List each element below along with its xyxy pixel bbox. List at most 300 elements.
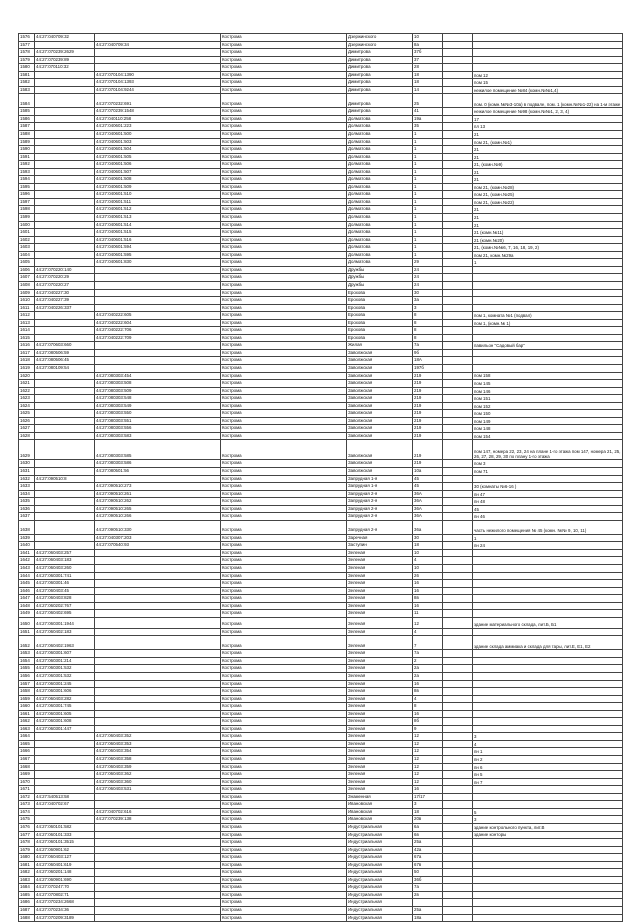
- room-cadastral-number-cell: 44:27:040222:709: [95, 334, 221, 342]
- room-cadastral-number-cell: [95, 56, 221, 64]
- house-number-cell: 16: [413, 587, 443, 595]
- note-cell: пн 1: [473, 748, 623, 756]
- city-cell: Кострома: [221, 183, 347, 191]
- note-cell: пом 146: [473, 387, 623, 395]
- street-cell: Долматова: [347, 259, 413, 267]
- city-cell: Кострома: [221, 41, 347, 49]
- table-row: [19, 831, 623, 839]
- street-cell: Заволжская: [347, 349, 413, 357]
- row-number-cell: 1589: [19, 138, 35, 146]
- house-number-cell: 50: [413, 869, 443, 877]
- row-number-cell: 1612: [19, 312, 35, 320]
- table-row: [19, 387, 623, 395]
- cadastral-number-cell: [35, 183, 95, 191]
- street-cell: Запрудная 2-я: [347, 513, 413, 521]
- room-cadastral-number-cell: 44:27:060403:352: [95, 733, 221, 741]
- city-cell: Кострома: [221, 475, 347, 483]
- cadastral-number-cell: 44:27:070220:140: [35, 266, 95, 274]
- row-number-cell: 1608: [19, 281, 35, 289]
- house-number-cell: 8в: [413, 688, 443, 696]
- blank-cell: [443, 498, 473, 506]
- cadastral-number-cell: [35, 327, 95, 335]
- row-number-cell: 1601: [19, 229, 35, 237]
- note-cell: [473, 725, 623, 733]
- table-row: [19, 861, 623, 869]
- row-number-cell: 1663: [19, 725, 35, 733]
- room-cadastral-number-cell: [95, 475, 221, 483]
- table-row: [19, 703, 623, 711]
- table-row: [19, 587, 623, 595]
- row-number-cell: 1583: [19, 86, 35, 94]
- cadastral-number-cell: [35, 467, 95, 475]
- row-number-cell: 1677: [19, 831, 35, 839]
- house-number-cell: 219: [413, 395, 443, 403]
- city-cell: Кострома: [221, 319, 347, 327]
- table-row: [19, 229, 623, 237]
- room-cadastral-number-cell: [95, 602, 221, 610]
- street-cell: Зеленая: [347, 617, 413, 628]
- blank-cell: [443, 587, 473, 595]
- room-cadastral-number-cell: [95, 823, 221, 831]
- table-row: [19, 565, 623, 573]
- cadastral-number-cell: [35, 748, 95, 756]
- city-cell: Кострома: [221, 854, 347, 862]
- house-number-cell: 10: [413, 565, 443, 573]
- row-number-cell: 1641: [19, 549, 35, 557]
- blank-cell: [443, 490, 473, 498]
- table-row: [19, 425, 623, 433]
- blank-cell: [443, 657, 473, 665]
- note-cell: здание склада аммиака и склада для тары, лит.Е, Е1, Е2: [473, 636, 623, 650]
- blank-cell: [443, 395, 473, 403]
- room-cadastral-number-cell: [95, 289, 221, 297]
- table-row: [19, 138, 623, 146]
- house-number-cell: 219: [413, 380, 443, 388]
- note-cell: 5: [473, 808, 623, 816]
- blank-cell: [443, 602, 473, 610]
- room-cadastral-number-cell: 44:27:040601:507: [95, 168, 221, 176]
- city-cell: Кострома: [221, 914, 347, 922]
- row-number-cell: 1615: [19, 334, 35, 342]
- blank-cell: [443, 297, 473, 305]
- room-cadastral-number-cell: [95, 703, 221, 711]
- blank-cell: [443, 319, 473, 327]
- table-row: [19, 786, 623, 794]
- blank-cell: [443, 891, 473, 899]
- street-cell: Ивановская: [347, 816, 413, 824]
- room-cadastral-number-cell: [95, 665, 221, 673]
- street-cell: Заволжская: [347, 467, 413, 475]
- city-cell: Кострома: [221, 557, 347, 565]
- cadastral-number-cell: [35, 380, 95, 388]
- row-number-cell: 1621: [19, 380, 35, 388]
- cadastral-number-cell: 44:27:070239:2629: [35, 49, 95, 57]
- cadastral-number-cell: [35, 534, 95, 542]
- note-cell: [473, 628, 623, 636]
- row-number-cell: 1681: [19, 861, 35, 869]
- house-number-cell: 1: [413, 138, 443, 146]
- room-cadastral-number-cell: 44:27:040601:500: [95, 131, 221, 139]
- cadastral-number-cell: [35, 206, 95, 214]
- house-number-cell: 2в: [413, 891, 443, 899]
- table-row: [19, 304, 623, 312]
- note-cell: 21: [473, 214, 623, 222]
- blank-cell: [443, 115, 473, 123]
- blank-cell: [443, 440, 473, 460]
- cadastral-number-cell: [35, 771, 95, 779]
- room-cadastral-number-cell: [95, 899, 221, 907]
- cadastral-number-cell: [35, 94, 95, 108]
- row-number-cell: 1651: [19, 628, 35, 636]
- room-cadastral-number-cell: [95, 884, 221, 892]
- room-cadastral-number-cell: [95, 610, 221, 618]
- cadastral-number-cell: 44:27:040702:67: [35, 801, 95, 809]
- cadastral-number-cell: 44:27:060101:3515: [35, 839, 95, 847]
- room-cadastral-number-cell: 44:27:040601:510: [95, 191, 221, 199]
- street-cell: Запрудная 2-я: [347, 520, 413, 534]
- house-number-cell: 219: [413, 417, 443, 425]
- house-number-cell: 19а: [413, 115, 443, 123]
- note-cell: [473, 610, 623, 618]
- note-cell: [473, 557, 623, 565]
- blank-cell: [443, 628, 473, 636]
- room-cadastral-number-cell: 44:27:080303:585: [95, 440, 221, 460]
- city-cell: Кострома: [221, 64, 347, 72]
- city-cell: Кострома: [221, 733, 347, 741]
- row-number-cell: 1578: [19, 49, 35, 57]
- row-number-cell: 1673: [19, 801, 35, 809]
- note-cell: [473, 297, 623, 305]
- house-number-cell: 18: [413, 542, 443, 550]
- blank-cell: [443, 816, 473, 824]
- city-cell: Кострома: [221, 281, 347, 289]
- house-number-cell: 12: [413, 756, 443, 764]
- note-cell: [473, 854, 623, 862]
- room-cadastral-number-cell: 44:27:060403:359: [95, 763, 221, 771]
- city-cell: Кострома: [221, 79, 347, 87]
- note-cell: [473, 602, 623, 610]
- table-row: [19, 274, 623, 282]
- table-row: [19, 131, 623, 139]
- table-row: [19, 808, 623, 816]
- street-cell: Заволжская: [347, 432, 413, 440]
- cadastral-number-cell: [35, 432, 95, 440]
- house-number-cell: 30: [413, 534, 443, 542]
- blank-cell: [443, 801, 473, 809]
- street-cell: Зеленая: [347, 636, 413, 650]
- house-number-cell: 8в: [413, 595, 443, 603]
- table-row: [19, 266, 623, 274]
- house-number-cell: 16: [413, 680, 443, 688]
- room-cadastral-number-cell: 44:27:080303:583: [95, 432, 221, 440]
- house-number-cell: 3: [413, 304, 443, 312]
- blank-cell: [443, 636, 473, 650]
- street-cell: Ерохова: [347, 334, 413, 342]
- table-row: [19, 183, 623, 191]
- row-number-cell: 1579: [19, 56, 35, 64]
- note-cell: [473, 41, 623, 49]
- cadastral-number-cell: [35, 756, 95, 764]
- table-row: [19, 695, 623, 703]
- street-cell: Индустриальная: [347, 839, 413, 847]
- room-cadastral-number-cell: 44:27:080303:550: [95, 410, 221, 418]
- note-cell: [473, 572, 623, 580]
- cadastral-number-cell: [35, 387, 95, 395]
- room-cadastral-number-cell: [95, 349, 221, 357]
- note-cell: пн 46: [473, 513, 623, 521]
- room-cadastral-number-cell: [95, 297, 221, 305]
- note-cell: 4: [473, 740, 623, 748]
- street-cell: Зеленая: [347, 733, 413, 741]
- street-cell: Запрудная 2-я: [347, 505, 413, 513]
- note-cell: [473, 861, 623, 869]
- city-cell: Кострома: [221, 617, 347, 628]
- blank-cell: [443, 281, 473, 289]
- cadastral-number-cell: [35, 395, 95, 403]
- city-cell: Кострома: [221, 214, 347, 222]
- blank-cell: [443, 41, 473, 49]
- room-cadastral-number-cell: [95, 549, 221, 557]
- cadastral-number-cell: 44:27:080109:54: [35, 364, 95, 372]
- blank-cell: [443, 304, 473, 312]
- note-cell: здание материального склада, лит.Б, Б1: [473, 617, 623, 628]
- street-cell: Долматова: [347, 191, 413, 199]
- room-cadastral-number-cell: [95, 587, 221, 595]
- row-number-cell: 1645: [19, 580, 35, 588]
- cadastral-number-cell: [35, 168, 95, 176]
- blank-cell: [443, 831, 473, 839]
- house-number-cell: 20в: [413, 816, 443, 824]
- cadastral-number-cell: [35, 733, 95, 741]
- city-cell: Кострома: [221, 786, 347, 794]
- city-cell: Кострома: [221, 94, 347, 108]
- blank-cell: [443, 748, 473, 756]
- note-cell: [473, 801, 623, 809]
- city-cell: Кострома: [221, 251, 347, 259]
- note-cell: [473, 595, 623, 603]
- table-row: [19, 259, 623, 267]
- note-cell: [473, 884, 623, 892]
- house-number-cell: 7а: [413, 884, 443, 892]
- street-cell: Индустриальная: [347, 846, 413, 854]
- row-number-cell: 1678: [19, 839, 35, 847]
- city-cell: Кострома: [221, 650, 347, 658]
- street-cell: Заволжская: [347, 372, 413, 380]
- room-cadastral-number-cell: 44:27:040307:203: [95, 534, 221, 542]
- city-cell: Кострома: [221, 266, 347, 274]
- blank-cell: [443, 763, 473, 771]
- house-number-cell: 219: [413, 410, 443, 418]
- cadastral-number-cell: 44:27:060901:690: [35, 876, 95, 884]
- house-number-cell: 12: [413, 740, 443, 748]
- property-table: [18, 33, 623, 922]
- note-cell: [473, 34, 623, 42]
- note-cell: пом 158: [473, 372, 623, 380]
- row-number-cell: 1635: [19, 498, 35, 506]
- street-cell: Зеленая: [347, 786, 413, 794]
- street-cell: Долматова: [347, 244, 413, 252]
- street-cell: Долматова: [347, 183, 413, 191]
- house-number-cell: 8: [413, 327, 443, 335]
- blank-cell: [443, 771, 473, 779]
- note-cell: пн 2: [473, 756, 623, 764]
- row-number-cell: 1671: [19, 786, 35, 794]
- cadastral-number-cell: 44:27:070220:27: [35, 281, 95, 289]
- house-number-cell: 18: [413, 71, 443, 79]
- row-number-cell: 1599: [19, 214, 35, 222]
- note-cell: [473, 334, 623, 342]
- note-cell: пом 21, (комн.№28): [473, 183, 623, 191]
- house-number-cell: 30: [413, 289, 443, 297]
- table-row: [19, 657, 623, 665]
- room-cadastral-number-cell: [95, 793, 221, 801]
- blank-cell: [443, 34, 473, 42]
- row-number-cell: 1626: [19, 417, 35, 425]
- blank-cell: [443, 688, 473, 696]
- city-cell: Кострома: [221, 498, 347, 506]
- room-cadastral-number-cell: [95, 914, 221, 922]
- blank-cell: [443, 289, 473, 297]
- blank-cell: [443, 513, 473, 521]
- street-cell: Ерохова: [347, 319, 413, 327]
- room-cadastral-number-cell: [95, 854, 221, 862]
- blank-cell: [443, 146, 473, 154]
- blank-cell: [443, 778, 473, 786]
- street-cell: Заволжская: [347, 387, 413, 395]
- street-cell: Долматова: [347, 251, 413, 259]
- room-cadastral-number-cell: [95, 718, 221, 726]
- room-cadastral-number-cell: 44:27:080303:549: [95, 402, 221, 410]
- note-cell: пн 7: [473, 778, 623, 786]
- city-cell: Кострома: [221, 725, 347, 733]
- city-cell: Кострома: [221, 839, 347, 847]
- street-cell: Запрудная 2-я: [347, 498, 413, 506]
- note-cell: [473, 914, 623, 922]
- row-number-cell: 1652: [19, 636, 35, 650]
- blank-cell: [443, 475, 473, 483]
- room-cadastral-number-cell: [95, 801, 221, 809]
- table-row: [19, 710, 623, 718]
- row-number-cell: 1591: [19, 153, 35, 161]
- city-cell: Кострома: [221, 34, 347, 42]
- cadastral-number-cell: 44:27:040226:337: [35, 304, 95, 312]
- table-row: [19, 146, 623, 154]
- blank-cell: [443, 342, 473, 350]
- city-cell: Кострома: [221, 565, 347, 573]
- room-cadastral-number-cell: 44:27:060403:360: [95, 778, 221, 786]
- table-row: [19, 665, 623, 673]
- table-row: [19, 71, 623, 79]
- house-number-cell: 2а: [413, 673, 443, 681]
- blank-cell: [443, 595, 473, 603]
- house-number-cell: 25: [413, 94, 443, 108]
- city-cell: Кострома: [221, 123, 347, 131]
- house-number-cell: 3: [413, 801, 443, 809]
- note-cell: [473, 549, 623, 557]
- row-number-cell: 1600: [19, 221, 35, 229]
- note-cell: [473, 364, 623, 372]
- room-cadastral-number-cell: [95, 650, 221, 658]
- blank-cell: [443, 183, 473, 191]
- room-cadastral-number-cell: 44:27:090510:261: [95, 490, 221, 498]
- cadastral-number-cell: [35, 417, 95, 425]
- row-number-cell: 1595: [19, 183, 35, 191]
- table-row: [19, 483, 623, 491]
- city-cell: Кострома: [221, 505, 347, 513]
- table-row: [19, 899, 623, 907]
- table-row: [19, 206, 623, 214]
- cadastral-number-cell: [35, 425, 95, 433]
- table-row: [19, 467, 623, 475]
- table-row: [19, 610, 623, 618]
- row-number-cell: 1659: [19, 695, 35, 703]
- table-row: [19, 34, 623, 42]
- street-cell: Ерохова: [347, 327, 413, 335]
- city-cell: Кострома: [221, 869, 347, 877]
- blank-cell: [443, 703, 473, 711]
- house-number-cell: 1: [413, 146, 443, 154]
- table-row: [19, 410, 623, 418]
- room-cadastral-number-cell: 44:27:060403:353: [95, 740, 221, 748]
- house-number-cell: 4: [413, 628, 443, 636]
- row-number-cell: 1653: [19, 650, 35, 658]
- table-row: [19, 617, 623, 628]
- city-cell: Кострома: [221, 274, 347, 282]
- street-cell: Ерохова: [347, 312, 413, 320]
- blank-cell: [443, 725, 473, 733]
- street-cell: Димитрова: [347, 71, 413, 79]
- row-number-cell: 1584: [19, 94, 35, 108]
- row-number-cell: 1592: [19, 161, 35, 169]
- row-number-cell: 1609: [19, 289, 35, 297]
- cadastral-number-cell: [35, 460, 95, 468]
- city-cell: Кострома: [221, 364, 347, 372]
- cadastral-number-cell: [35, 319, 95, 327]
- blank-cell: [443, 259, 473, 267]
- room-cadastral-number-cell: 44:27:040601:503: [95, 138, 221, 146]
- blank-cell: [443, 221, 473, 229]
- cadastral-number-cell: 44:27:070220:29: [35, 274, 95, 282]
- house-number-cell: 1: [413, 229, 443, 237]
- row-number-cell: 1594: [19, 176, 35, 184]
- street-cell: Зеленая: [347, 680, 413, 688]
- note-cell: [473, 680, 623, 688]
- cadastral-number-cell: [35, 123, 95, 131]
- table-row: [19, 914, 623, 922]
- blank-cell: [443, 214, 473, 222]
- city-cell: Кострома: [221, 906, 347, 914]
- cadastral-number-cell: 44:27:060301:608: [35, 718, 95, 726]
- room-cadastral-number-cell: [95, 274, 221, 282]
- row-number-cell: 1632: [19, 475, 35, 483]
- house-number-cell: 16: [413, 602, 443, 610]
- blank-cell: [443, 914, 473, 922]
- row-number-cell: 1625: [19, 410, 35, 418]
- cadastral-number-cell: 44:27:540513:58: [35, 793, 95, 801]
- street-cell: Дружбы: [347, 266, 413, 274]
- city-cell: Кострома: [221, 808, 347, 816]
- table-row: [19, 906, 623, 914]
- table-row: [19, 771, 623, 779]
- cadastral-number-cell: [35, 138, 95, 146]
- table-row: [19, 440, 623, 460]
- note-cell: пом 1, комната №1 (подвал): [473, 312, 623, 320]
- row-number-cell: 1611: [19, 304, 35, 312]
- cadastral-number-cell: 44:27:060301:447: [35, 725, 95, 733]
- street-cell: Зеленая: [347, 610, 413, 618]
- row-number-cell: 1685: [19, 891, 35, 899]
- note-cell: пом 21, (комн.№1): [473, 138, 623, 146]
